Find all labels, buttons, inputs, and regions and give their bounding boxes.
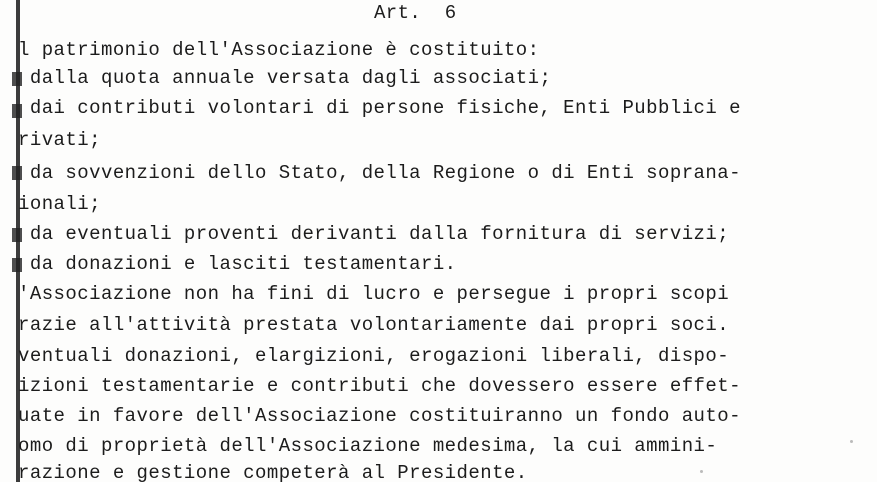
text-line: uate in favore dell'Associazione costituiranno un fondo auto- [18,405,741,427]
scan-speck [850,440,853,443]
article-heading: Art. 6 [374,2,457,24]
text-line: ionali; [18,193,101,215]
text-line: da donazioni e lasciti testamentari. [18,253,457,275]
text-line: dalla quota annuale versata dagli associati; [18,67,552,89]
text-line: razie all'attività prestata volontariamente dai propri soci. [18,314,730,336]
text-line: da eventuali proventi derivanti dalla fornitura di servizi; [18,223,730,245]
text-line: 'Associazione non ha fini di lucro e persegue i propri scopi [18,283,730,305]
text-line: dai contributi volontari di persone fisiche, Enti Pubblici e [18,97,741,119]
text-line: omo di proprietà dell'Associazione medesima, la cui ammini- [18,435,718,457]
text-line: da sovvenzioni dello Stato, della Regione o di Enti soprana- [18,162,741,184]
text-line: izioni testamentarie e contributi che dovessero essere effet- [18,375,741,397]
text-line: ventuali donazioni, elargizioni, erogazioni liberali, dispo- [18,345,730,367]
text-line: rivati; [18,129,101,151]
scan-speck [700,470,703,473]
text-line: razione e gestione competerà al Presidente. [18,462,528,482]
text-line: l patrimonio dell'Associazione è costituito: [18,39,540,61]
